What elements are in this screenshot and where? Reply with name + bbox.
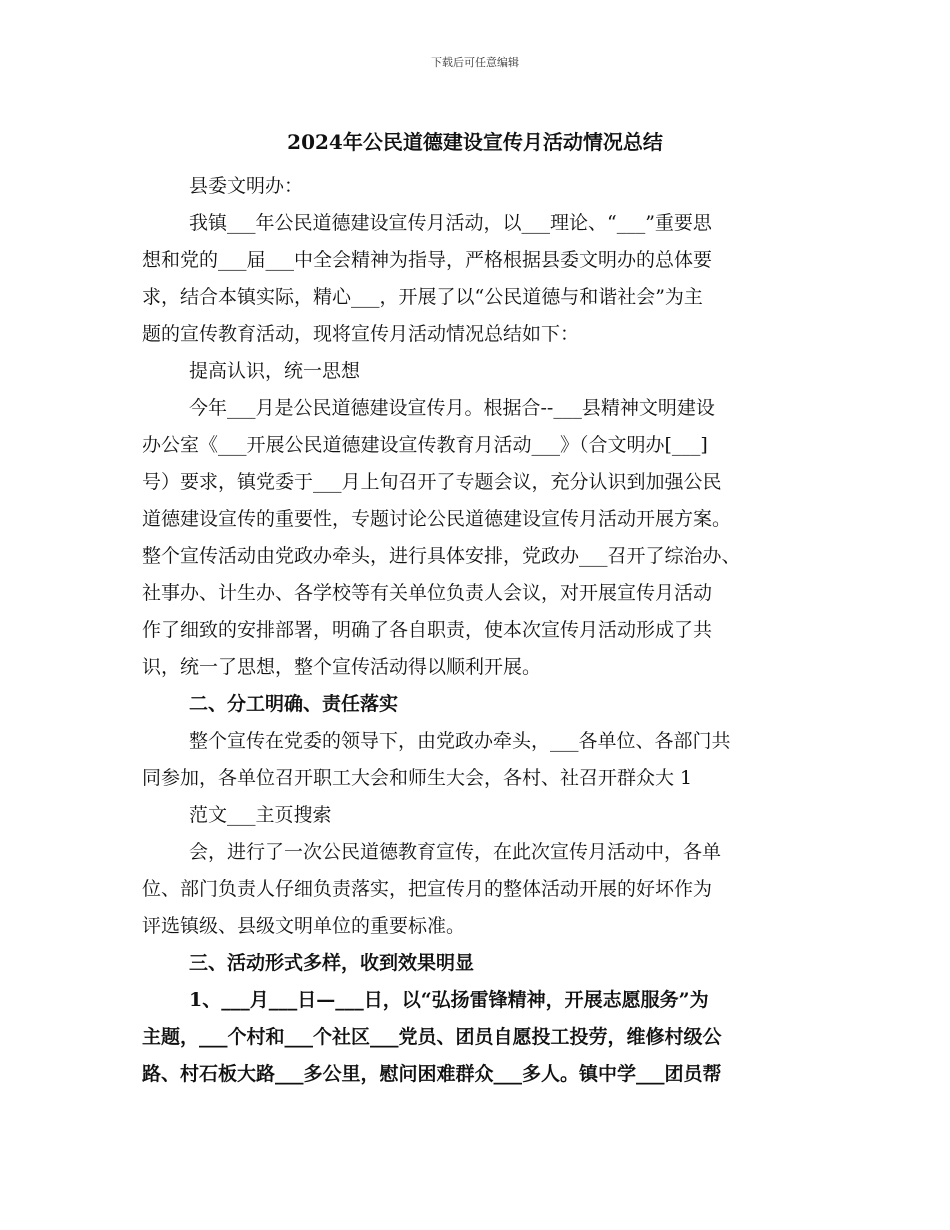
body-line: 整个宣传活动由党政办牵头，进行具体安排，党政办___召开了综治办、: [142, 545, 741, 567]
body-line: 位、部门负责人仔细负责落实，把宣传月的整体活动开展的好坏作为: [142, 878, 713, 900]
body-line: 路、村石板大路___多公里，慰问困难群众___多人。镇中学___团员帮: [142, 1063, 722, 1085]
body-line: 求，结合本镇实际，精心___，开展了以“公民道德与和谐社会”为主: [142, 286, 703, 308]
body-line: 1、___月___日—___日，以“弘扬雷锋精神，开展志愿服务”为: [189, 989, 709, 1011]
body-line: 会，进行了一次公民道德教育宣传，在此次宣传月活动中，各单: [189, 841, 722, 863]
body-line: 办公室《___开展公民道德建设宣传教育月活动___》（合文明办[___]: [142, 434, 708, 456]
body-line: 我镇___年公民道德建设宣传月活动，以___理论、“___”重要思: [189, 212, 712, 234]
body-line: 同参加，各单位召开职工大会和师生大会，各村、社召开群众大 1: [142, 767, 693, 789]
document-title: 2024年公民道德建设宣传月活动情况总结: [287, 130, 663, 154]
body-line: 县委文明办：: [189, 175, 304, 197]
body-line: 主题，___个村和___个社区___党员、团员自愿投工投劳，维修村级公: [142, 1026, 722, 1048]
body-line: 社事办、计生办、各学校等有关单位负责人会议，对开展宣传月活动: [142, 582, 713, 604]
body-line: 评选镇级、县级文明单位的重要标准。: [142, 915, 466, 937]
body-line: 今年___月是公民道德建设宣传月。根据合--___县精神文明建设: [189, 397, 715, 419]
header-note: 下载后可任意编辑: [431, 56, 519, 69]
body-line: 道德建设宣传的重要性，专题讨论公民道德建设宣传月活动开展方案。: [142, 508, 732, 530]
body-line: 范文___主页搜索: [189, 804, 332, 826]
body-line: 想和党的___届___中全会精神为指导，严格根据县委文明办的总体要: [142, 249, 713, 271]
body-line: 作了细致的安排部署，明确了各自职责，使本次宣传月活动形成了共: [142, 619, 713, 641]
body-line: 提高认识，统一思想: [189, 360, 361, 382]
body-line: 号）要求，镇党委于___月上旬召开了专题会议，充分认识到加强公民: [142, 471, 722, 493]
body-line: 三、活动形式多样，收到效果明显: [189, 952, 475, 974]
body-line: 二、分工明确、责任落实: [189, 693, 399, 715]
body-line: 题的宣传教育活动，现将宣传月活动情况总结如下：: [142, 323, 580, 345]
body-line: 识，统一了思想，整个宣传活动得以顺利开展。: [142, 656, 542, 678]
document-body: [142, 168, 814, 1093]
body-line: 整个宣传在党委的领导下，由党政办牵头，___各单位、各部门共: [189, 730, 731, 752]
